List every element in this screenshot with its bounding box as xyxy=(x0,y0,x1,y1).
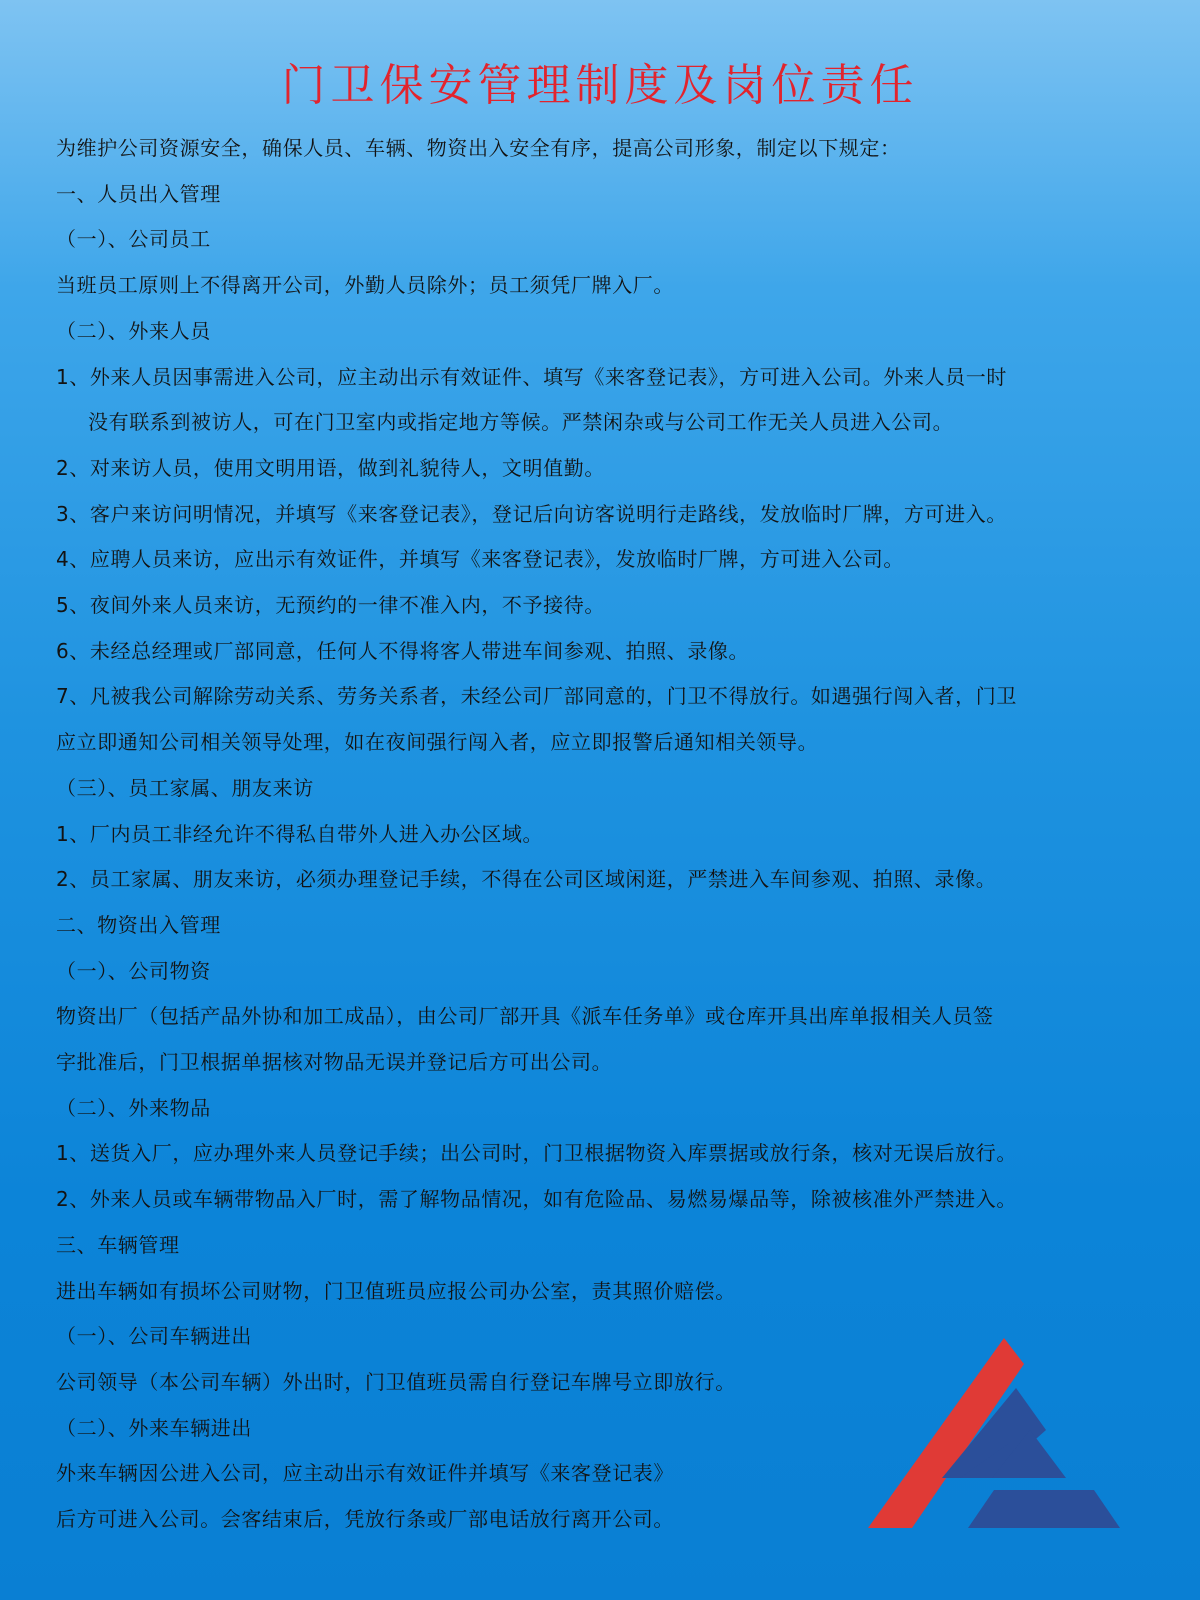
regulation-line: （一）、公司物资 xyxy=(56,958,211,983)
regulation-line: 7、凡被我公司解除劳动关系、劳务关系者，未经公司厂部同意的，门卫不得放行。如遇强行闯入者，门卫 xyxy=(56,684,1017,709)
regulation-line: 二、物资出入管理 xyxy=(56,912,221,937)
regulation-line: 公司领导（本公司车辆）外出时，门卫值班员需自行登记车牌号立即放行。 xyxy=(56,1369,736,1394)
regulation-line: 1、送货入厂，应办理外来人员登记手续；出公司时，门卫根据物资入库票据或放行条，核对无误后放行。 xyxy=(56,1141,1017,1166)
regulation-line: 应立即通知公司相关领导处理，如在夜间强行闯入者，应立即报警后通知相关领导。 xyxy=(56,730,819,755)
regulation-line: 后方可进入公司。会客结束后，凭放行条或厂部电话放行离开公司。 xyxy=(56,1507,674,1532)
regulation-line: 1、外来人员因事需进入公司，应主动出示有效证件、填写《来客登记表》，方可进入公司。外来人员一时 xyxy=(56,364,1007,389)
regulation-line: （二）、外来车辆进出 xyxy=(56,1415,252,1440)
regulation-line: 2、外来人员或车辆带物品入厂时，需了解物品情况，如有危险品、易燃易爆品等，除被核准外严禁进入。 xyxy=(56,1187,1017,1212)
regulation-line: 进出车辆如有损坏公司财物，门卫值班员应报公司办公室，责其照价赔偿。 xyxy=(56,1278,736,1303)
regulation-line: 三、车辆管理 xyxy=(56,1232,180,1257)
regulation-line: 为维护公司资源安全，确保人员、车辆、物资出入安全有序，提高公司形象，制定以下规定： xyxy=(56,136,901,160)
regulation-line: 5、夜间外来人员来访，无预约的一律不准入内，不予接待。 xyxy=(56,593,605,618)
regulation-line: 物资出厂（包括产品外协和加工成品），由公司厂部开具《派车任务单》或仓库开具出库单报相关人员签 xyxy=(56,1004,994,1029)
regulation-line: 2、员工家属、朋友来访，必须办理登记手续，不得在公司区域闲逛，严禁进入车间参观、拍照、录像。 xyxy=(56,867,997,892)
triangle-logo-icon xyxy=(868,1338,1124,1528)
regulation-line: （一）、公司员工 xyxy=(56,227,211,252)
regulation-line: （三）、员工家属、朋友来访 xyxy=(56,775,314,800)
regulation-line: 1、厂内员工非经允许不得私自带外人进入办公区域。 xyxy=(56,821,544,846)
regulation-line: 当班员工原则上不得离开公司，外勤人员除外；员工须凭厂牌入厂。 xyxy=(56,273,674,298)
page-title: 门卫保安管理制度及岗位责任 xyxy=(281,60,919,111)
regulation-line: 没有联系到被访人，可在门卫室内或指定地方等候。严禁闲杂或与公司工作无关人员进入公司。 xyxy=(88,410,954,435)
regulation-line: （一）、公司车辆进出 xyxy=(56,1324,252,1349)
regulation-line: （二）、外来人员 xyxy=(56,318,211,343)
regulation-body xyxy=(56,126,1146,1543)
regulation-line: 4、应聘人员来访，应出示有效证件，并填写《来客登记表》，发放临时厂牌，方可进入公司。 xyxy=(56,547,904,572)
regulation-line: 字批准后，门卫根据单据核对物品无误并登记后方可出公司。 xyxy=(56,1050,613,1075)
regulation-line: （二）、外来物品 xyxy=(56,1095,211,1120)
regulation-line: 3、客户来访问明情况，并填写《来客登记表》，登记后向访客说明行走路线，发放临时厂牌，方可进入。 xyxy=(56,501,1007,526)
regulation-line: 2、对来访人员，使用文明用语，做到礼貌待人，文明值勤。 xyxy=(56,455,605,480)
regulation-line: 外来车辆因公进入公司，应主动出示有效证件并填写《来客登记表》 xyxy=(56,1461,674,1486)
regulation-line: 一、人员出入管理 xyxy=(56,181,221,206)
regulation-line: 6、未经总经理或厂部同意，任何人不得将客人带进车间参观、拍照、录像。 xyxy=(56,638,750,663)
